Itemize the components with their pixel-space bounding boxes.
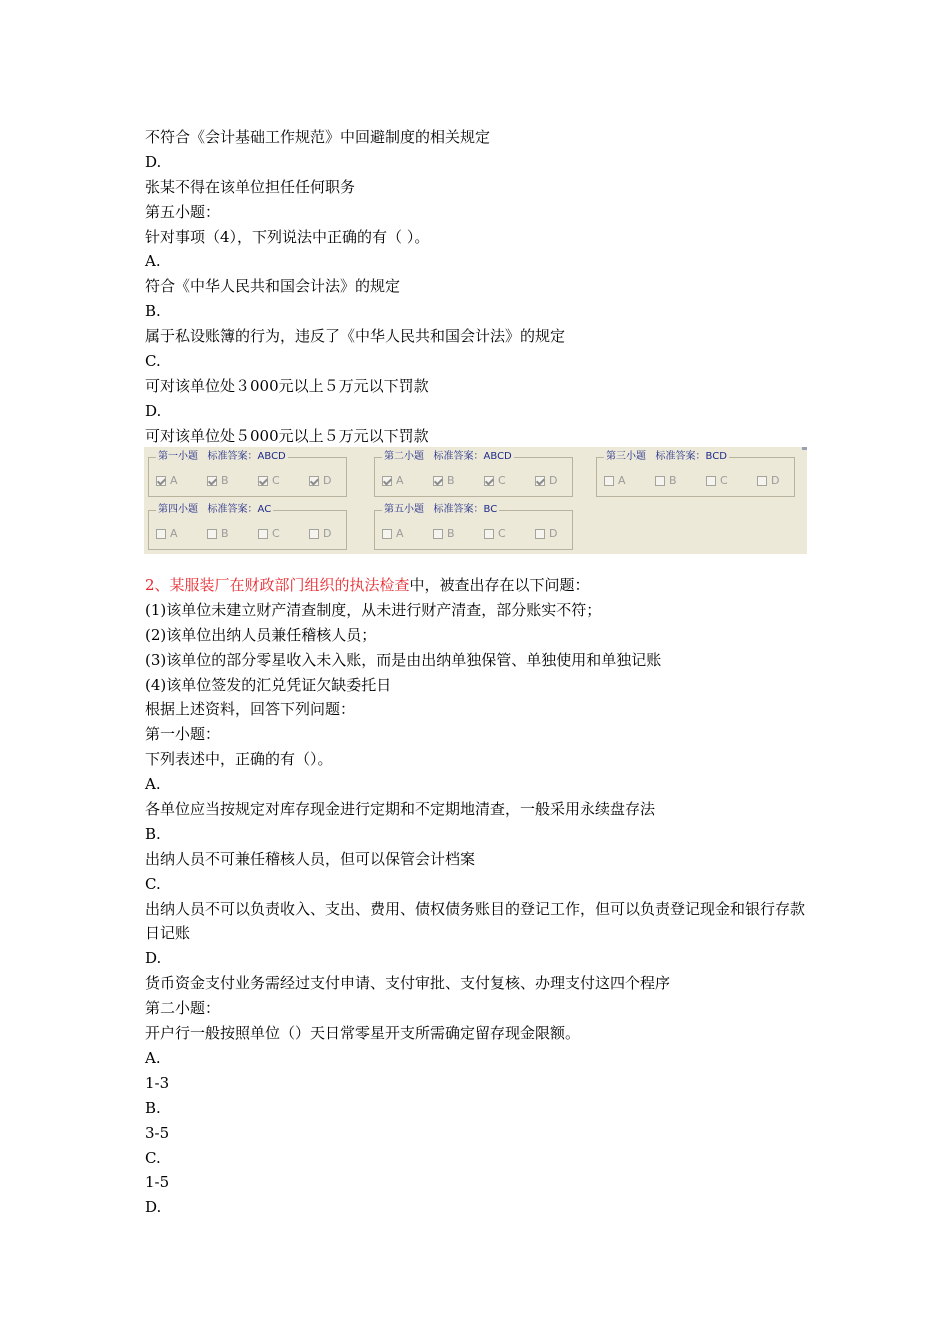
- option-letter: D.: [145, 949, 162, 968]
- answer-checkbox-d[interactable]: D: [309, 527, 360, 540]
- answer-checkbox-b[interactable]: B: [655, 474, 706, 487]
- answer-checkbox-a[interactable]: A: [382, 527, 433, 540]
- answer-group-legend: 第二小题 标准答案：ABCD: [384, 451, 512, 462]
- issue-item: (4)该单位签发的汇兑凭证欠缺委托日: [145, 675, 392, 694]
- answer-group-5: [374, 504, 573, 550]
- option-letter: D.: [145, 1198, 162, 1217]
- option-letter: B.: [145, 1098, 161, 1117]
- text-line: 可对该单位处３000元以上５万元以下罚款: [145, 376, 429, 395]
- answer-checkbox-b[interactable]: B: [433, 474, 484, 487]
- answer-checkbox-c[interactable]: C: [484, 474, 535, 487]
- text-line: 货币资金支付业务需经过支付申请、支付审批、支付复核、办理支付这四个程序: [145, 974, 671, 993]
- answer-group-legend: 第五小题 标准答案：BC: [384, 504, 498, 515]
- answer-checkbox-a[interactable]: A: [604, 474, 655, 487]
- question-stem: 针对事项（4），下列说法中正确的有（ ）。: [145, 227, 430, 246]
- case-heading-rest: 中，被查出存在以下问题：: [409, 576, 590, 594]
- answer-checkbox-c[interactable]: C: [258, 474, 309, 487]
- question-stem: 开户行一般按照单位（）天日常零星开支所需确定留存现金限额。: [145, 1024, 581, 1043]
- option-letter: A.: [145, 775, 161, 794]
- answer-checkbox-d[interactable]: D: [535, 527, 586, 540]
- subquestion-title: 第一小题：: [145, 725, 221, 744]
- answer-checkbox-c[interactable]: C: [258, 527, 309, 540]
- text-line: 符合《中华人民共和国会计法》的规定: [145, 277, 401, 296]
- answer-group-2: [374, 451, 573, 497]
- option-letter: D.: [145, 401, 162, 420]
- instruction-text: 根据上述资料，回答下列问题：: [145, 700, 356, 719]
- text-line: 1-5: [145, 1173, 170, 1192]
- answer-checkbox-b[interactable]: B: [433, 527, 484, 540]
- answer-checkbox-b[interactable]: B: [207, 527, 258, 540]
- answer-group-3: [596, 451, 795, 497]
- answer-group-legend: 第一小题 标准答案：ABCD: [158, 451, 286, 462]
- option-letter: C.: [145, 352, 161, 371]
- question-text-top: [145, 125, 815, 449]
- answer-group-4: [148, 504, 347, 550]
- answer-checkbox-a[interactable]: A: [382, 474, 433, 487]
- text-line: 各单位应当按规定对库存现金进行定期和不定期地清查，一般采用永续盘存法: [145, 800, 656, 819]
- answer-group-legend: 第三小题 标准答案：BCD: [606, 451, 727, 462]
- option-letter: B.: [145, 824, 161, 843]
- case-2: [145, 573, 815, 1220]
- answer-checkbox-d[interactable]: D: [309, 474, 360, 487]
- option-letter: A.: [145, 252, 161, 271]
- answer-panel: [144, 447, 807, 554]
- issue-item: (2)该单位出纳人员兼任稽核人员；: [145, 625, 377, 644]
- text-line: 出纳人员不可以负责收入、支出、费用、债权债务账目的登记工作，但可以负责登记现金和银行存款日记账: [145, 899, 806, 943]
- option-letter: B.: [145, 302, 161, 321]
- panel-edge: [802, 447, 807, 450]
- answer-checkbox-d[interactable]: D: [535, 474, 586, 487]
- issue-item: (3)该单位的部分零星收入未入账，而是由出纳单独保管、单独使用和单独记账: [145, 650, 662, 669]
- text-line: 3-5: [145, 1123, 170, 1142]
- text-line: 属于私设账簿的行为，违反了《中华人民共和国会计法》的规定: [145, 327, 566, 346]
- option-letter: C.: [145, 874, 161, 893]
- text-line: 不符合《会计基础工作规范》中回避制度的相关规定: [145, 128, 491, 146]
- question-stem: 下列表述中，正确的有（）。: [145, 750, 333, 769]
- answer-group-1: [148, 451, 347, 497]
- case-heading-highlight: 2、某服装厂在财政部门组织的执法检查: [145, 576, 410, 594]
- answer-checkbox-c[interactable]: C: [484, 527, 535, 540]
- answer-checkbox-d[interactable]: D: [757, 474, 808, 487]
- option-letter: D.: [145, 152, 162, 171]
- answer-checkbox-a[interactable]: A: [156, 474, 207, 487]
- answer-group-legend: 第四小题 标准答案：AC: [158, 504, 272, 515]
- text-line: 可对该单位处５000元以上５万元以下罚款: [145, 426, 429, 445]
- text-line: 出纳人员不可兼任稽核人员，但可以保管会计档案: [145, 849, 476, 868]
- text-line: 张某不得在该单位担任任何职务: [145, 177, 356, 196]
- issue-item: (1)该单位未建立财产清查制度，从未进行财产清查，部分账实不符；: [145, 600, 602, 619]
- option-letter: C.: [145, 1148, 161, 1167]
- text-line: 1-3: [145, 1073, 170, 1092]
- answer-checkbox-a[interactable]: A: [156, 527, 207, 540]
- option-letter: A.: [145, 1048, 161, 1067]
- subquestion-title: 第五小题：: [145, 202, 221, 221]
- case-heading: [145, 573, 815, 598]
- answer-checkbox-b[interactable]: B: [207, 474, 258, 487]
- subquestion-title: 第二小题：: [145, 999, 221, 1018]
- answer-checkbox-c[interactable]: C: [706, 474, 757, 487]
